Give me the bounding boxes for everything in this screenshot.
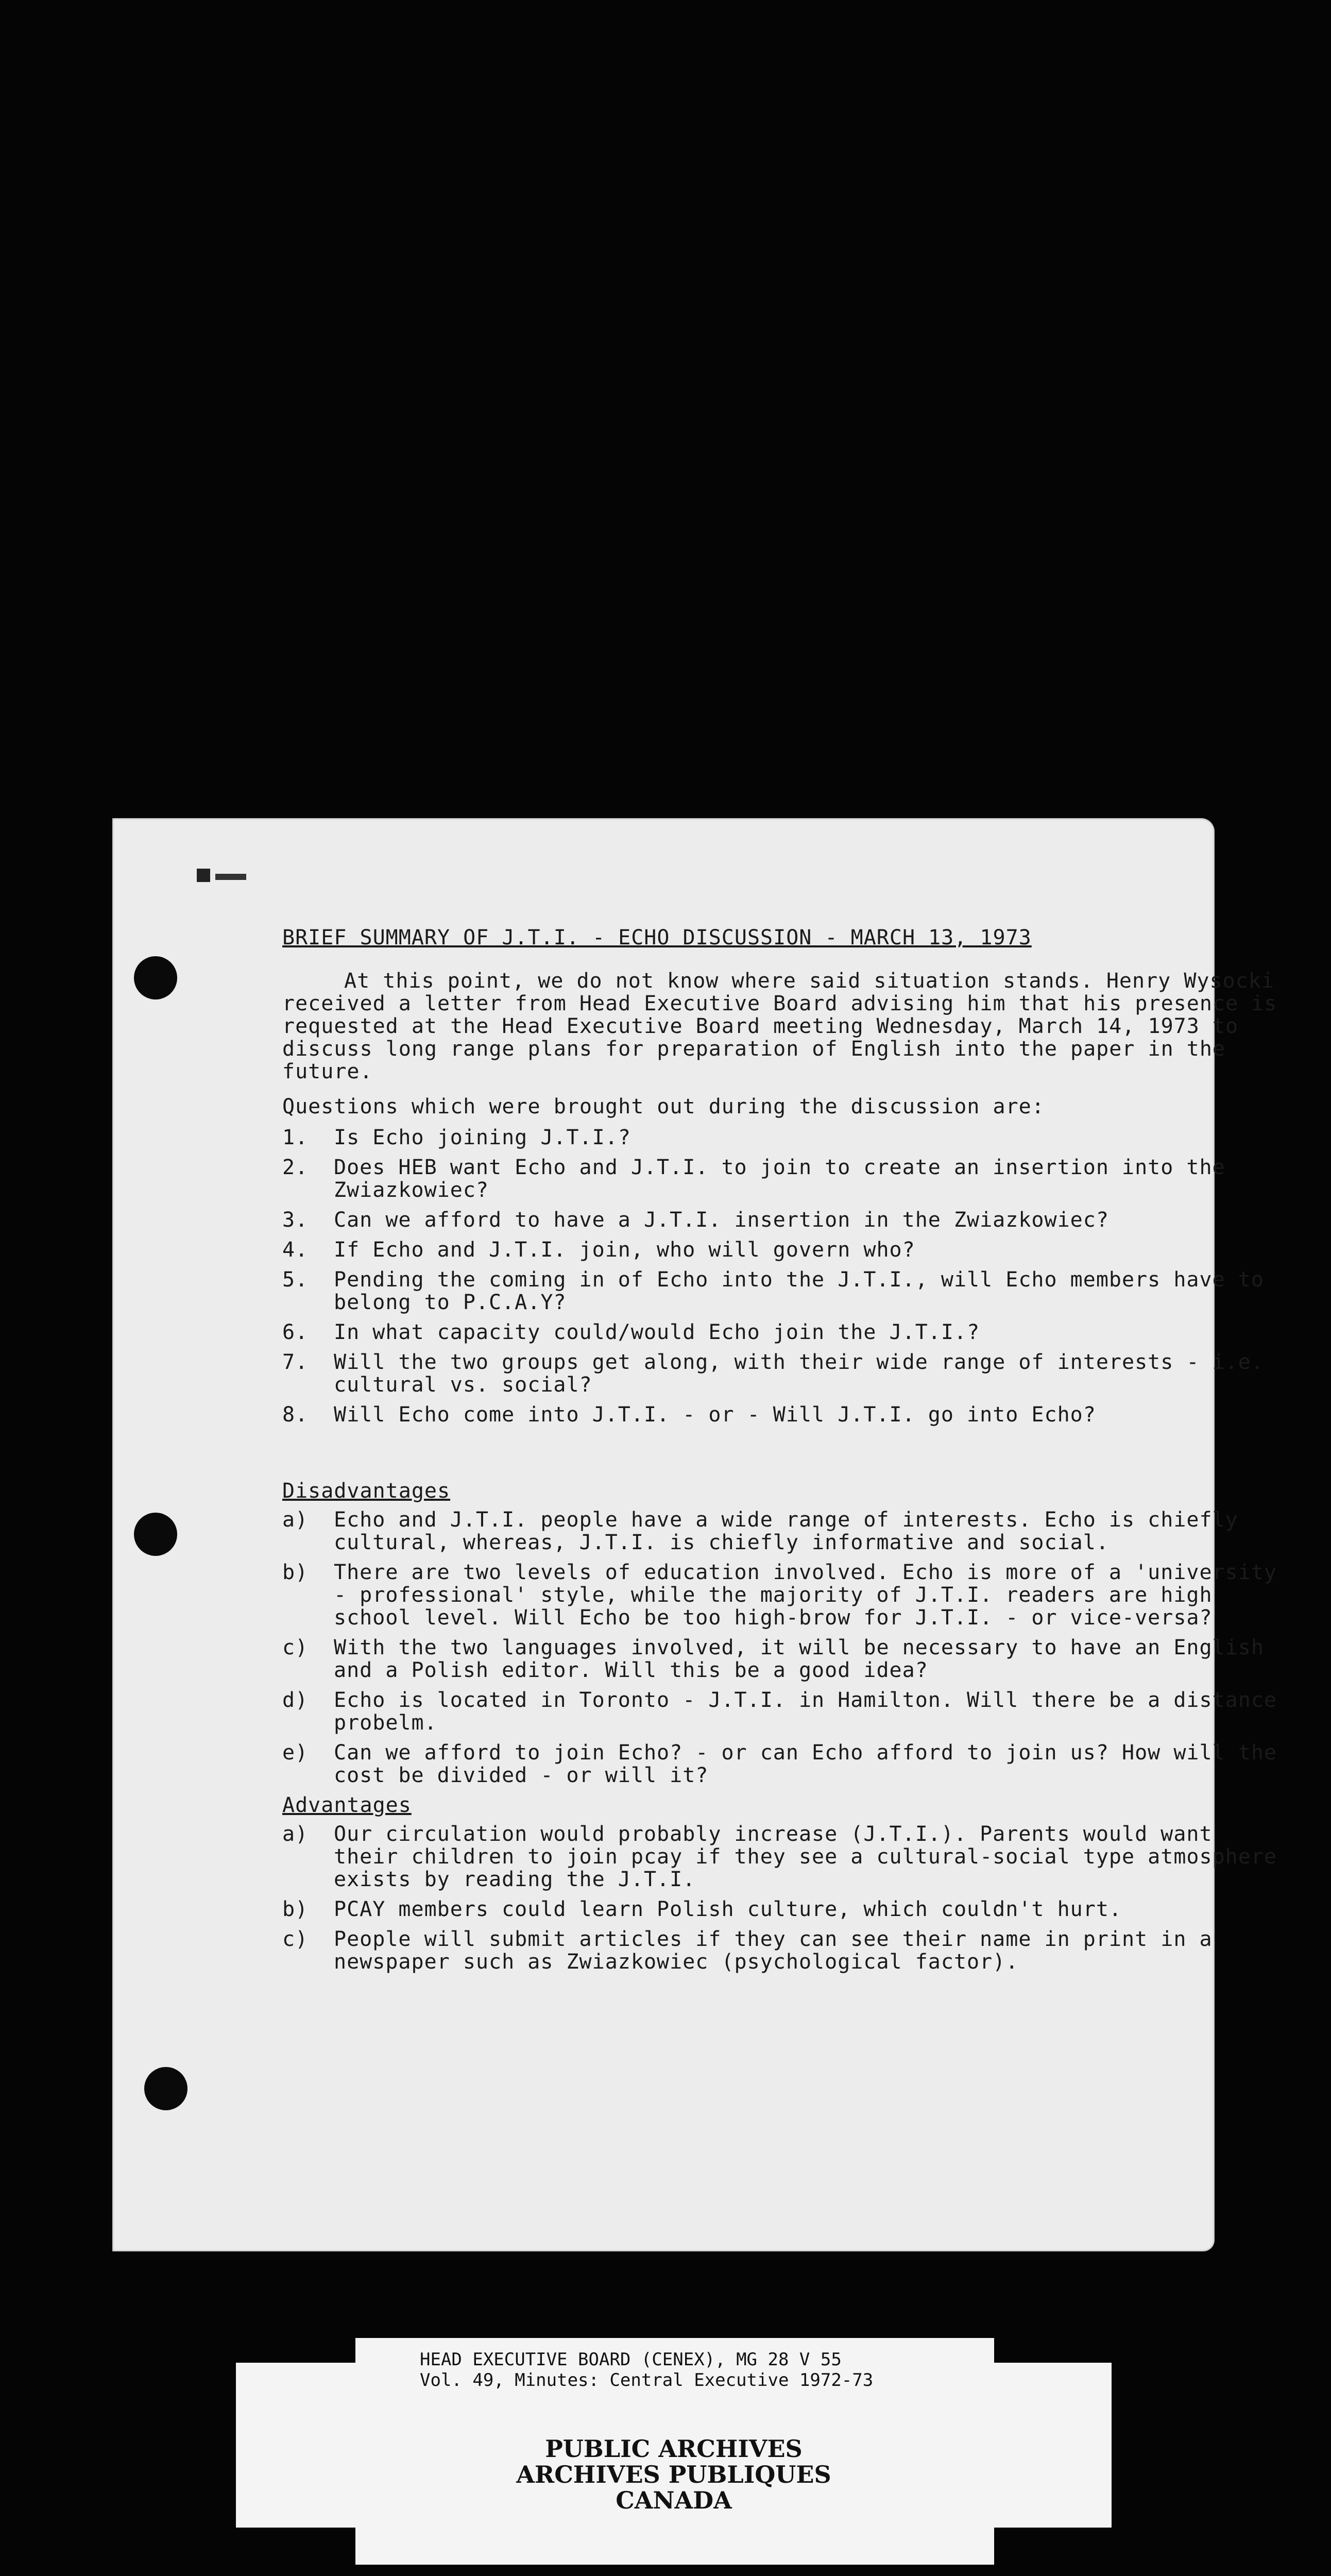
question-item bbox=[282, 1268, 1287, 1314]
archives-stamp-line1: PUBLIC ARCHIVES bbox=[545, 2435, 803, 2463]
item-letter: a) bbox=[282, 1508, 309, 1532]
item-text: If Echo and J.T.I. join, who will govern who? bbox=[334, 1238, 915, 1262]
punch-hole-middle bbox=[134, 1513, 177, 1556]
item-number: 1. bbox=[282, 1126, 309, 1149]
item-text: Echo and J.T.I. people have a wide range of interests. Echo is chiefly cultural, whereas, J.T.I. is chiefly informative and social. bbox=[334, 1508, 1238, 1554]
questions-heading: Questions which were brought out during the discussion are: bbox=[282, 1095, 1045, 1118]
ink-mark-icon bbox=[195, 865, 251, 885]
item-text: There are two levels of education involved. Echo is more of a 'university - professional' style, while the majority of J.T.I. readers are high school level. Will Echo be too high-brow for J.T.I. - or vice-versa? bbox=[334, 1561, 1277, 1630]
archives-stamp-line3: CANADA bbox=[616, 2486, 732, 2514]
advantage-item bbox=[282, 1823, 1287, 1891]
punch-hole-bottom bbox=[144, 2067, 187, 2110]
questions-list bbox=[282, 1126, 1287, 1426]
item-number: 8. bbox=[282, 1403, 309, 1427]
question-item bbox=[282, 1209, 1287, 1231]
item-text: Our circulation would probably increase (J.T.I.). Parents would want their children to join pcay if they see a cultural-social type atmosphere exists by reading the J.T.I. bbox=[334, 1822, 1277, 1891]
item-letter: d) bbox=[282, 1688, 309, 1712]
item-number: 2. bbox=[282, 1156, 309, 1179]
item-number: 6. bbox=[282, 1320, 309, 1344]
item-text: Does HEB want Echo and J.T.I. to join to create an insertion into the Zwiazkowiec? bbox=[334, 1156, 1225, 1202]
item-number: 5. bbox=[282, 1268, 309, 1292]
item-number: 4. bbox=[282, 1238, 309, 1262]
document-title: BRIEF SUMMARY OF J.T.I. - ECHO DISCUSSION - MARCH 13, 1973 bbox=[282, 926, 1032, 950]
item-text: With the two languages involved, it will be necessary to have an English and a Polish editor. Will this be a good idea? bbox=[334, 1636, 1264, 1682]
item-number: 7. bbox=[282, 1350, 309, 1374]
archive-reference bbox=[420, 2349, 873, 2391]
disadvantage-item bbox=[282, 1689, 1287, 1734]
intro-paragraph: At this point, we do not know where said situation stands. Henry Wysocki received a letter from Head Executive Board advising him that his presence is requested at the Head Executive Board meeting Wednesday, March 14, 1973 to discuss long range plans for preparation of English into the paper in the future. bbox=[282, 969, 1277, 1083]
archive-reference-line2: Vol. 49, Minutes: Central Executive 1972-73 bbox=[420, 2370, 874, 2391]
advantages-list bbox=[282, 1823, 1287, 1973]
archives-stamp-line2: ARCHIVES PUBLIQUES bbox=[516, 2461, 831, 2488]
question-item bbox=[282, 1351, 1287, 1396]
item-number: 3. bbox=[282, 1208, 309, 1232]
question-item bbox=[282, 1403, 1287, 1426]
item-letter: b) bbox=[282, 1561, 309, 1584]
item-letter: a) bbox=[282, 1822, 309, 1846]
question-item bbox=[282, 1156, 1287, 1201]
document-page bbox=[112, 818, 1277, 2251]
archives-stamp bbox=[236, 2436, 1112, 2513]
advantages-heading: Advantages bbox=[282, 1793, 412, 1817]
question-item bbox=[282, 1321, 1287, 1344]
disadvantage-item bbox=[282, 1561, 1287, 1629]
disadvantage-item bbox=[282, 1741, 1287, 1787]
item-text: Echo is located in Toronto - J.T.I. in Hamilton. Will there be a distance probelm. bbox=[334, 1688, 1277, 1735]
disadvantages-heading: Disadvantages bbox=[282, 1479, 451, 1503]
item-letter: e) bbox=[282, 1741, 309, 1765]
disadvantages-list bbox=[282, 1509, 1287, 1787]
disadvantage-item bbox=[282, 1636, 1287, 1682]
item-text: People will submit articles if they can see their name in print in a newspaper such as Zwiazkowiec (psychological factor). bbox=[334, 1927, 1213, 1974]
item-letter: c) bbox=[282, 1636, 309, 1659]
question-item bbox=[282, 1126, 1287, 1149]
archive-reference-line1: HEAD EXECUTIVE BOARD (CENEX), MG 28 V 55 bbox=[420, 2349, 842, 2370]
punch-hole-top bbox=[134, 956, 177, 999]
item-text: Can we afford to have a J.T.I. insertion in the Zwiazkowiec? bbox=[334, 1208, 1109, 1232]
item-text: In what capacity could/would Echo join the J.T.I.? bbox=[334, 1320, 980, 1344]
item-text: Is Echo joining J.T.I.? bbox=[334, 1126, 631, 1149]
question-item bbox=[282, 1239, 1287, 1261]
advantage-item bbox=[282, 1898, 1287, 1921]
item-letter: b) bbox=[282, 1897, 309, 1921]
disadvantage-item bbox=[282, 1509, 1287, 1554]
advantage-item bbox=[282, 1928, 1287, 1973]
item-letter: c) bbox=[282, 1927, 309, 1951]
item-text: Can we afford to join Echo? - or can Echo afford to join us? How will the cost be divided - or will it? bbox=[334, 1741, 1277, 1787]
item-text: Will Echo come into J.T.I. - or - Will J.T.I. go into Echo? bbox=[334, 1403, 1096, 1427]
document-body bbox=[282, 926, 1287, 1980]
item-text: PCAY members could learn Polish culture, which couldn't hurt. bbox=[334, 1897, 1122, 1921]
item-text: Will the two groups get along, with their wide range of interests - i.e. cultural vs. social? bbox=[334, 1350, 1264, 1397]
item-text: Pending the coming in of Echo into the J.T.I., will Echo members have to belong to P.C.A.Y? bbox=[334, 1268, 1264, 1314]
